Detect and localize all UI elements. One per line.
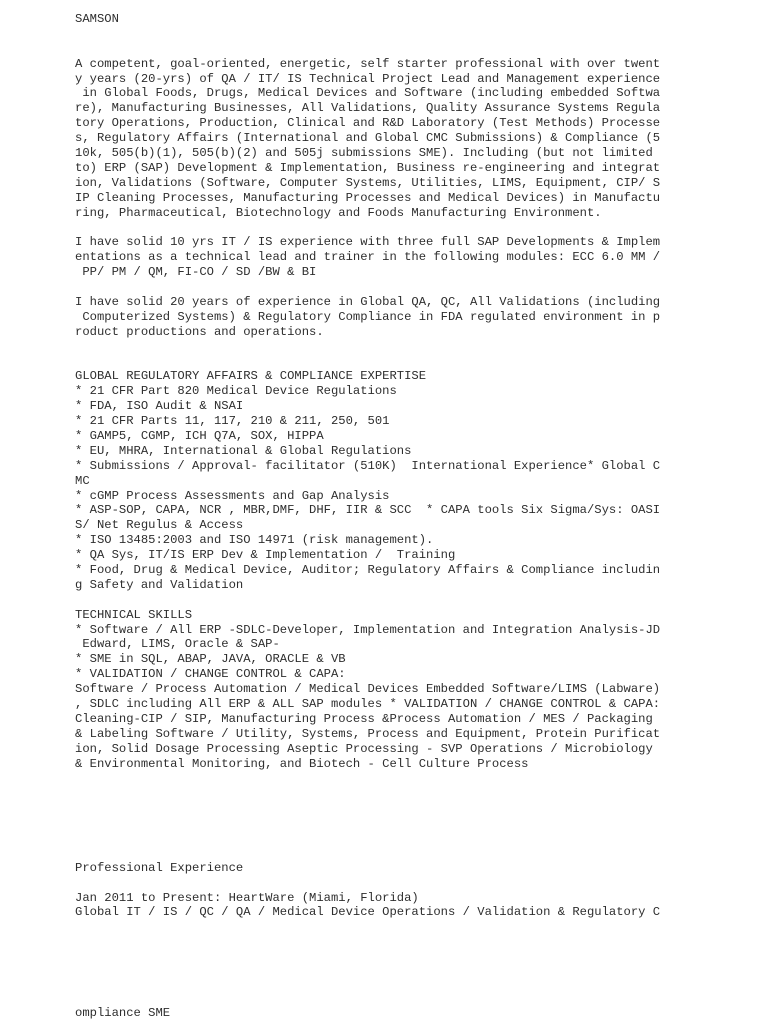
document-line — [75, 846, 695, 861]
document-line: * EU, MHRA, International & Global Regulations — [75, 443, 412, 458]
document-line — [75, 340, 695, 355]
document-line: * QA Sys, IT/IS ERP Dev & Implementation / Training — [75, 548, 456, 563]
document-line — [75, 593, 695, 608]
document-line: entations as a technical lead and trainer in the following modules: ECC 6.0 MM / — [75, 250, 661, 265]
document-line — [75, 42, 695, 57]
document-line: * Submissions / Approval- facilitator (510K) International Experience* Global C — [75, 458, 661, 473]
document-line — [75, 876, 695, 891]
document-line: * ISO 13485:2003 and ISO 14971 (risk management). — [75, 533, 434, 548]
document-line: * FDA, ISO Audit & NSAI — [75, 399, 244, 414]
document-line: g Safety and Validation — [75, 577, 244, 592]
document-line: , SDLC including All ERP & ALL SAP modules * VALIDATION / CHANGE CONTROL & CAPA: — [75, 696, 661, 711]
document-line: Professional Experience — [75, 860, 244, 875]
document-line: s, Regulatory Affairs (International and Global CMC Submissions) & Compliance (5 — [75, 131, 661, 146]
document-line: * GAMP5, CGMP, ICH Q7A, SOX, HIPPA — [75, 428, 324, 443]
document-line: Computerized Systems) & Regulatory Compliance in FDA regulated environment in p — [75, 309, 661, 324]
document-line: Jan 2011 to Present: HeartWare (Miami, Florida) — [75, 890, 419, 905]
document-line: PP/ PM / QM, FI-CO / SD /BW & BI — [75, 265, 317, 280]
document-line: * SME in SQL, ABAP, JAVA, ORACLE & VB — [75, 652, 346, 667]
document-line — [75, 27, 695, 42]
document-line: * 21 CFR Parts 11, 117, 210 & 211, 250, 501 — [75, 414, 390, 429]
document-line: Edward, LIMS, Oracle & SAP- — [75, 637, 280, 652]
document-line: Cleaning-CIP / SIP, Manufacturing Process &Process Automation / MES / Packaging — [75, 711, 653, 726]
document-line: GLOBAL REGULATORY AFFAIRS & COMPLIANCE EXPERTISE — [75, 369, 427, 384]
document-line: * cGMP Process Assessments and Gap Analysis — [75, 488, 390, 503]
document-line: Software / Process Automation / Medical Devices Embedded Software/LIMS (Labware) — [75, 682, 661, 697]
document-line: to) ERP (SAP) Development & Implementation, Business re-engineering and integrat — [75, 160, 661, 175]
document-line: IP Cleaning Processes, Manufacturing Processes and Medical Devices) in Manufactu — [75, 190, 661, 205]
document-line: roduct productions and operations. — [75, 324, 324, 339]
document-line: & Labeling Software / Utility, Systems, Process and Equipment, Protein Purificat — [75, 726, 661, 741]
document-line — [75, 831, 695, 846]
document-line: * 21 CFR Part 820 Medical Device Regulations — [75, 384, 397, 399]
document-line: ion, Solid Dosage Processing Aseptic Processing - SVP Operations / Microbiology — [75, 741, 653, 756]
document-line: * Software / All ERP -SDLC-Developer, Implementation and Integration Analysis-JD — [75, 622, 661, 637]
document-line — [75, 280, 695, 295]
document-line: * Food, Drug & Medical Device, Auditor; Regulatory Affairs & Compliance includin — [75, 562, 661, 577]
document-line: ion, Validations (Software, Computer Systems, Utilities, LIMS, Equipment, CIP/ S — [75, 175, 661, 190]
document-line: A competent, goal-oriented, energetic, self starter professional with over twent — [75, 56, 661, 71]
document-line: y years (20-yrs) of QA / IT/ IS Technical Project Lead and Management experience — [75, 71, 661, 86]
page-bottom-text: ompliance SME — [75, 1006, 171, 1020]
document-line — [75, 816, 695, 831]
document-line: MC — [75, 473, 90, 488]
document-line — [75, 786, 695, 801]
document-line: TECHNICAL SKILLS — [75, 607, 193, 622]
document-line — [75, 354, 695, 369]
document-line: * VALIDATION / CHANGE CONTROL & CAPA: — [75, 667, 346, 682]
document-line — [75, 771, 695, 786]
document-line: ring, Pharmaceutical, Biotechnology and Foods Manufacturing Environment. — [75, 205, 602, 220]
document-line: tory Operations, Production, Clinical and R&D Laboratory (Test Methods) Processe — [75, 116, 661, 131]
document-line: in Global Foods, Drugs, Medical Devices and Software (including embedded Softwa — [75, 86, 661, 101]
document-line — [75, 220, 695, 235]
document-line — [75, 801, 695, 816]
document-line: S/ Net Regulus & Access — [75, 518, 244, 533]
document-line: 10k, 505(b)(1), 505(b)(2) and 505j submissions SME). Including (but not limited — [75, 146, 653, 161]
document-body — [75, 12, 695, 920]
document-line: Global IT / IS / QC / QA / Medical Device Operations / Validation & Regulatory C — [75, 905, 661, 920]
document-line: I have solid 20 years of experience in Global QA, QC, All Validations (including — [75, 294, 661, 309]
document-line: SAMSON — [75, 12, 119, 26]
document-line: I have solid 10 yrs IT / IS experience with three full SAP Developments & Implem — [75, 235, 661, 250]
document-line: * ASP-SOP, CAPA, NCR , MBR,DMF, DHF, IIR & SCC * CAPA tools Six Sigma/Sys: OASI — [75, 503, 661, 518]
document-line: & Environmental Monitoring, and Biotech - Cell Culture Process — [75, 756, 529, 771]
document-line: re), Manufacturing Businesses, All Validations, Quality Assurance Systems Regula — [75, 101, 661, 116]
